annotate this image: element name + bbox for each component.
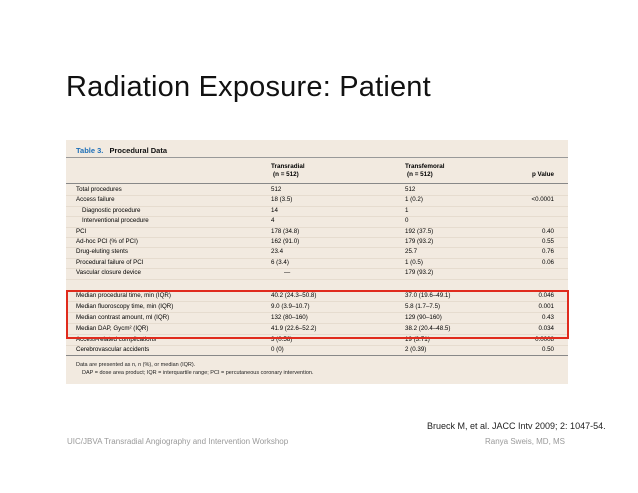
- table-row: Diagnostic procedure 14 1: [66, 206, 568, 217]
- header-transradial: Transradial (n = 512): [271, 163, 305, 178]
- table-header-rule: [66, 183, 568, 184]
- table-row: Cerebrovascular accidents 0 (0) 2 (0.39) 0.50: [66, 345, 568, 356]
- table-row: PCI 178 (34.8) 192 (37.5) 0.40: [66, 227, 568, 238]
- header-p-value: p Value: [531, 171, 554, 178]
- procedural-data-table: [66, 140, 568, 384]
- table-row: Access-related complications 3 (0.58) 19 (3.71) 0.0008: [66, 335, 568, 346]
- table-top-rule: [66, 157, 568, 158]
- table-row: Interventional procedure 4 0: [66, 216, 568, 227]
- table-caption: [76, 146, 167, 155]
- table-row: Median procedural time, min (IQR) 40.2 (24.3–50.8) 37.0 (19.6–49.1) 0.046: [66, 291, 568, 302]
- table-row: Ad-hoc PCI (% of PCI) 162 (91.0) 179 (93.2) 0.55: [66, 237, 568, 248]
- highlight-box: [66, 290, 569, 339]
- table-row: Drug-eluting stents 23.4 25.7 0.76: [66, 247, 568, 258]
- table-row: Access failure 18 (3.5) 1 (0.2) <0.0001: [66, 195, 568, 206]
- table-row: Median DAP, Gycm² (IQR) 41.9 (22.6–52.2) 38.2 (20.4–48.5) 0.034: [66, 324, 568, 335]
- table-caption-text: Procedural Data: [109, 146, 167, 155]
- table-row: Total procedures 512 512: [66, 185, 568, 196]
- table-row: Median contrast amount, ml (IQR) 132 (80–160) 129 (90–160) 0.43: [66, 313, 568, 324]
- footer-left: UIC/JBVA Transradial Angiography and Intervention Workshop: [67, 437, 289, 446]
- footer-right: Ranya Sweis, MD, MS: [485, 437, 566, 446]
- citation: Brueck M, et al. JACC Intv 2009; 2: 1047-54.: [427, 421, 606, 431]
- table-row: Vascular closure device — 179 (93.2): [66, 268, 568, 279]
- table-footnote: Data are presented as n, n (%), or median (IQR).: [76, 362, 196, 368]
- table-row: Procedural failure of PCI 6 (3.4) 1 (0.5) 0.06: [66, 258, 568, 269]
- table-abbreviations: DAP = dose area product; IQR = interquartile range; PCI = percutaneous coronary intervention.: [82, 370, 314, 376]
- table-label: Table 3.: [76, 146, 104, 155]
- table-row: Median fluoroscopy time, min (IQR) 9.0 (3.9–10.7) 5.8 (1.7–7.5) 0.001: [66, 302, 568, 313]
- header-transfemoral: Transfemoral (n = 512): [405, 163, 445, 178]
- slide-title: Radiation Exposure: Patient: [66, 71, 431, 103]
